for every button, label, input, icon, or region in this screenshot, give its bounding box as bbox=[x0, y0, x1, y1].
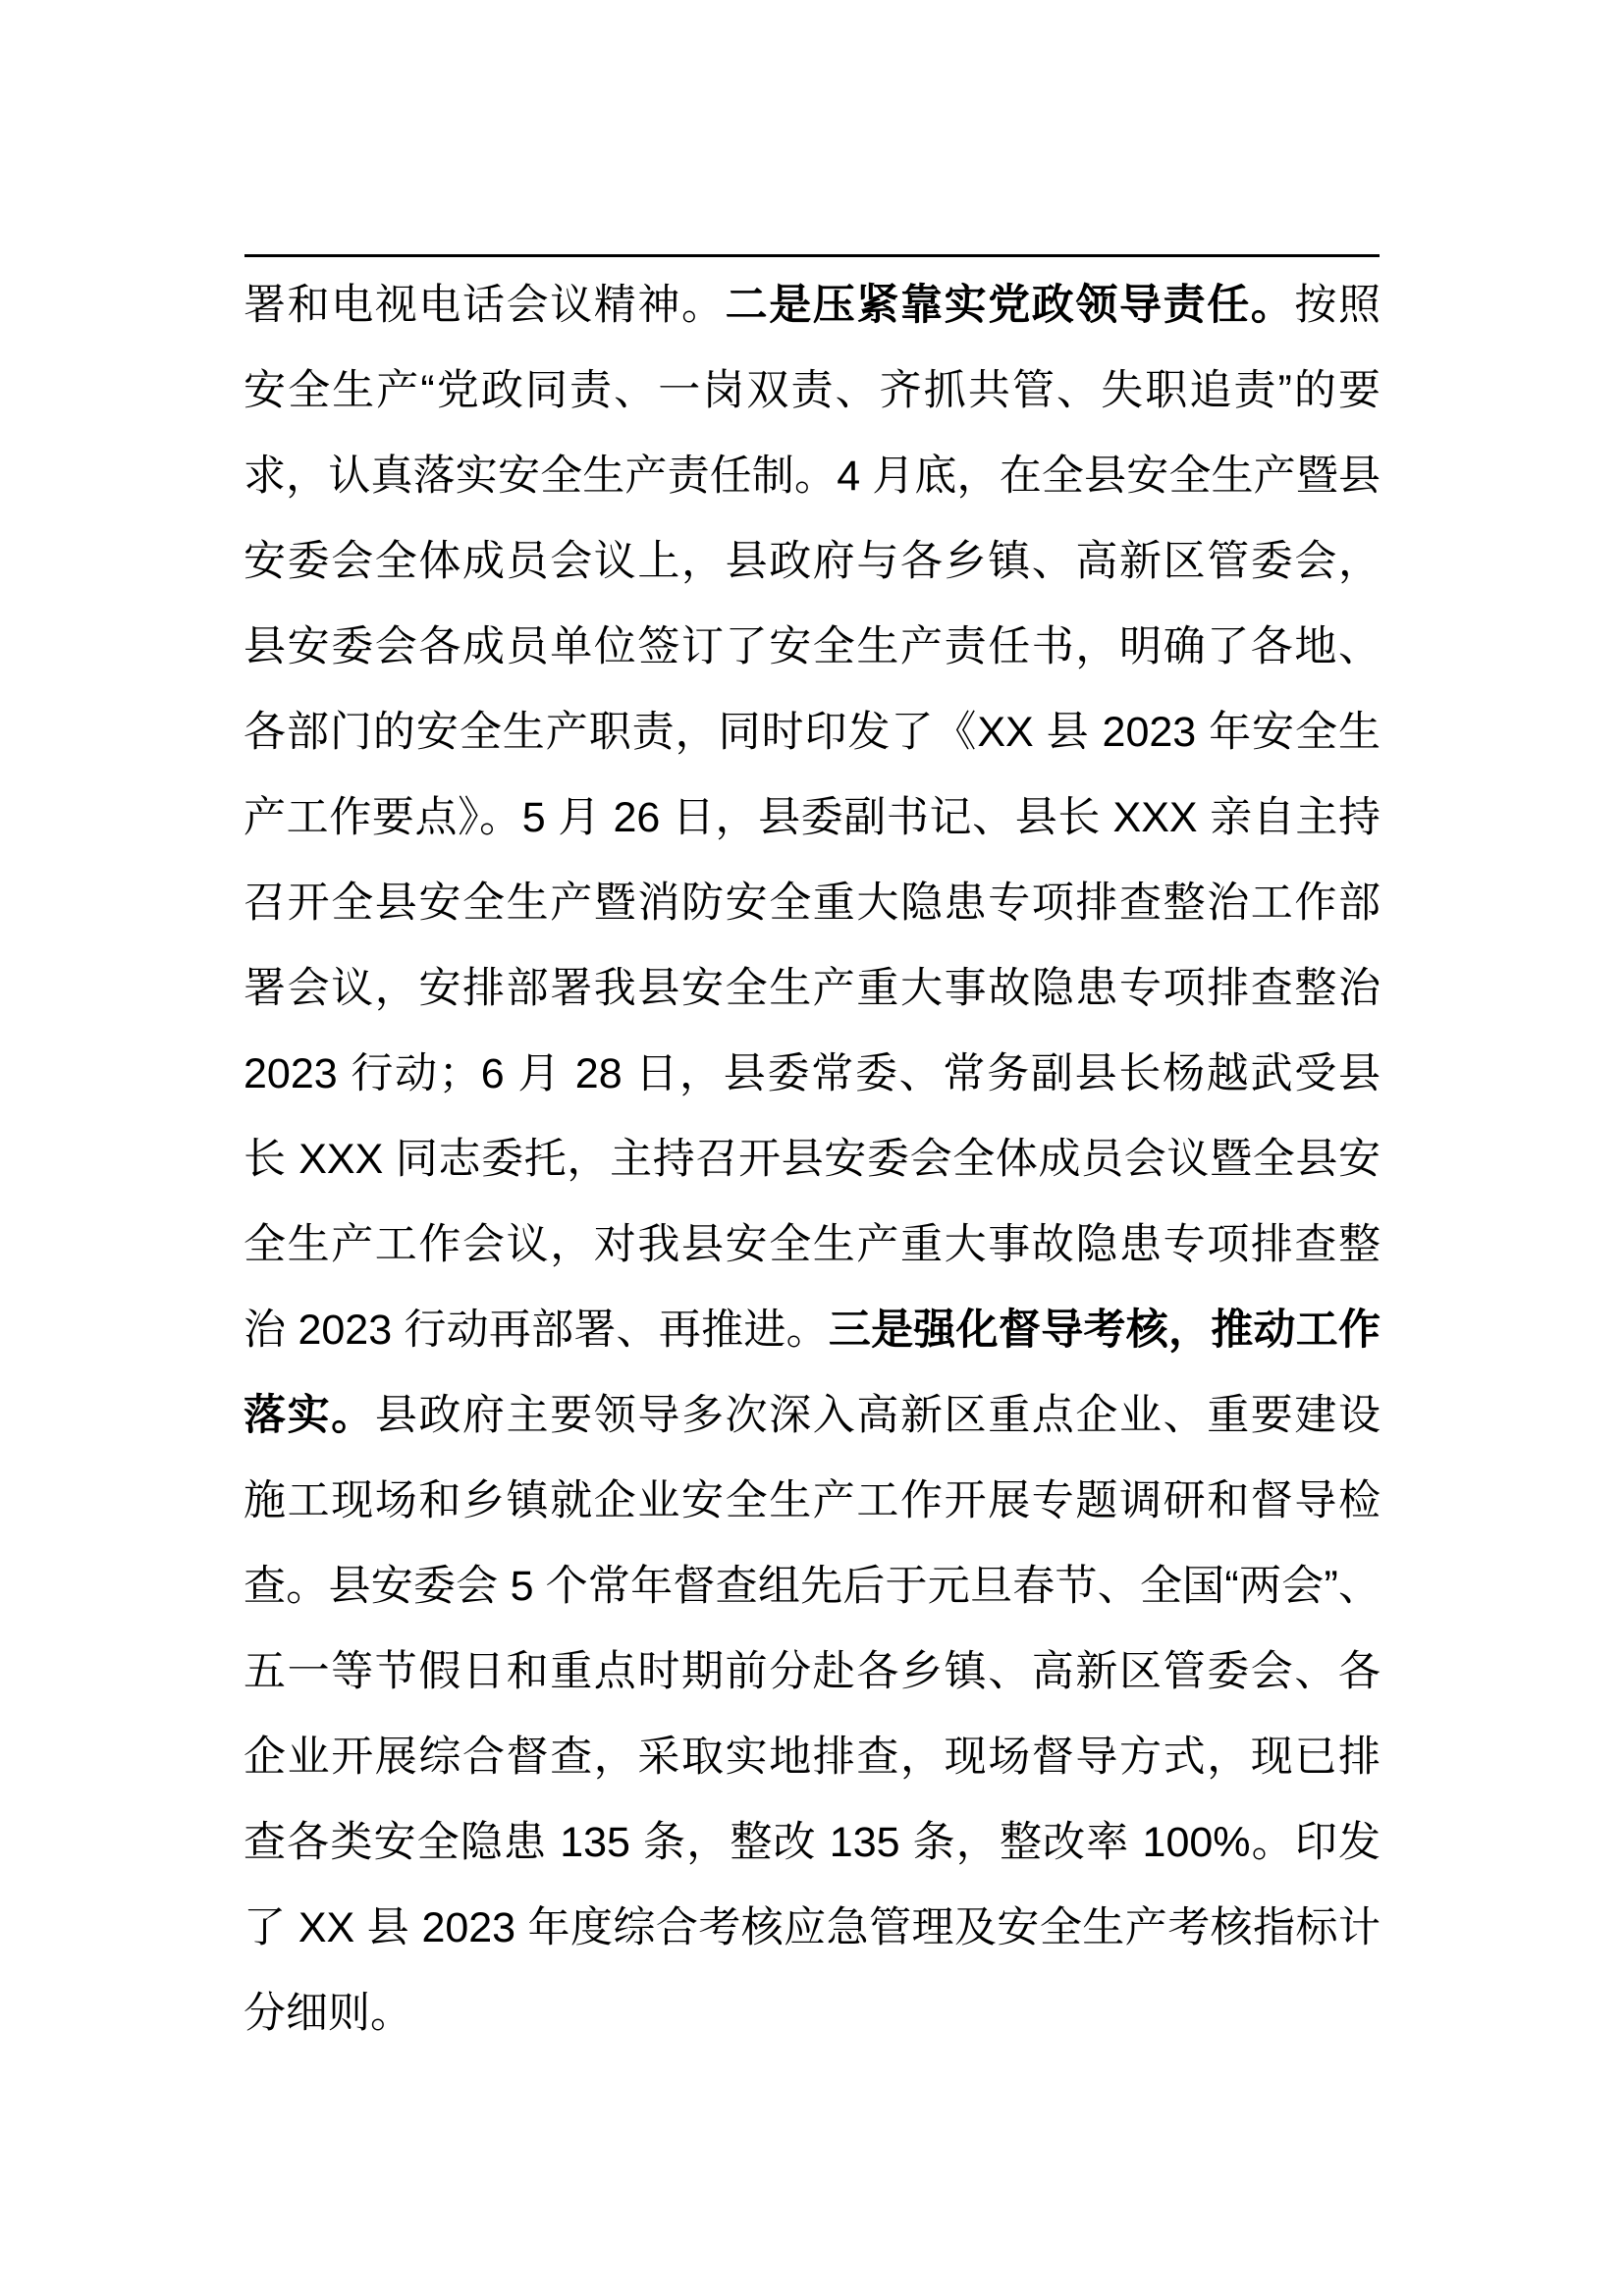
header-separator-line bbox=[244, 254, 1380, 257]
bold-text-segment: 二是压紧靠实党政领导责任。 bbox=[725, 282, 1295, 329]
text-segment: 署和电视电话会议精神。 bbox=[244, 282, 726, 329]
document-body-paragraph bbox=[244, 263, 1380, 2056]
text-segment: 县政府主要领导多次深入高新区重点企业、重要建设施工现场和乡镇就企业安全生产工作开展专题调研和督导检查。县安委会 5 个常年督查组先后于元旦春节、全国“两会”、五一等节假日和重点时期前分赴各乡镇、高新区管委会、各企业开展综合督查，采取实地排查，现场督导方式，现已排查各类安全隐患 135 条，整改 135 条，整改率 100%。印发了 XX 县 2023 年度综合考核应急管理及安全生产考核指标计分细则。 bbox=[244, 1392, 1381, 2037]
bold-text-segment: 三是强化督导考核，推动工作落实。 bbox=[244, 1307, 1380, 1439]
text-segment: 按照安全生产“党政同责、一岗双责、齐抓共管、失职追责”的要求，认真落实安全生产责任制。4 月底，在全县安全生产暨县安委会全体成员会议上，县政府与各乡镇、高新区管委会，县安委会各成员单位签订了安全生产责任书，明确了各地、各部门的安全生产职责，同时印发了《XX 县 2023 年安全生产工作要点》。5 月 26 日，县委副书记、县长 XXX 亲自主持召开全县安全生产暨消防安全重大隐患专项排查整治工作部署会议，安排部署我县安全生产重大事故隐患专项排查整治 2023 行动；6 月 28 日，县委常委、常务副县长杨越武受县长 XXX 同志委托，主持召开县安委会全体成员会议暨全县安全生产工作会议，对我县安全生产重大事故隐患专项排查整治 2023 行动再部署、再推进。 bbox=[244, 282, 1381, 1354]
